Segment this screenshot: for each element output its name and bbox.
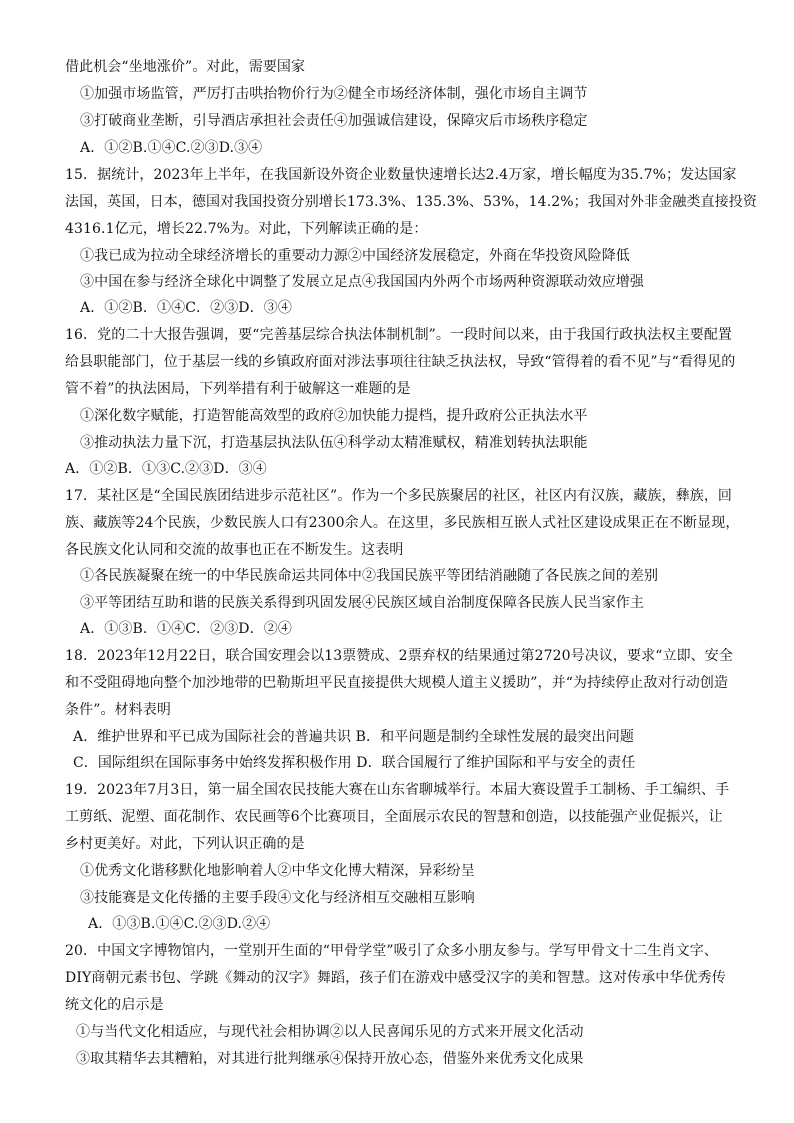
q17-stem-line-3: 各民族文化认同和交流的故事也正在不断发生。这表明 [65, 542, 404, 558]
q19-stem-line-1: 19．2023年7月3日，第一届全国农民技能大赛在山东省聊城举行。本届大赛设置手工制杨、手工编织、手 [65, 782, 730, 798]
q19-stem-line-3: 乡村更美好。对此，下列认识正确的是 [65, 836, 305, 852]
q15-stem-line-1: 15．据统计，2023年上半年，在我国新设外资企业数量快速增长达2.4万家，增长幅度为35.7%；发达国家 [65, 167, 737, 183]
q17-answer-choices: A．①③B．①④C．②③D．②④ [80, 621, 292, 637]
q15-stem-line-2: 法国，英国，日本，德国对我国投资分别增长173.3%、135.3%、53%，14.2%；我国对外非金融类直接投资 [65, 194, 757, 210]
q16-answer-choices: A．①②B．①③C.②③D．③④ [65, 461, 267, 477]
q18-stem-line-2: 和不受阻碍地向整个加沙地带的巴勒斯坦平民直接提供大规模人道主义援助”，并“为持续停止敌对行动创造 [65, 675, 729, 691]
q16-stem-line-2: 给县职能部门，位于基层一线的乡镇政府面对涉法事项往往缺乏执法权，导致“管得着的看不见”与“看得见的 [65, 354, 736, 370]
q15-answer-choices: A．①②B．①④C．②③D．③④ [80, 300, 292, 316]
q19-stem-line-2: 工剪纸、泥塑、面花制作、农民画等6个比赛项目，全面展示农民的智慧和创造，以技能强产业促振兴，让 [65, 809, 723, 825]
q17-stem-line-2: 族、藏族等24个民族，少数民族人口有2300余人。在这里，多民族相互嵌人式社区建设成果正在不断显现， [65, 515, 740, 531]
q16-options-line-1: ①深化数字赋能，打造智能高效型的政府②加快能力提档，提升政府公正执法水平 [80, 408, 588, 424]
q17-options-line-2: ③平等团结互助和谐的民族关系得到巩固发展④民族区域自治制度保障各民族人民当家作主 [80, 595, 644, 611]
q18-stem-line-1: 18．2023年12月22日，联合国安理会以13票赞成、2票弃权的结果通过第2720号决议，要求“立即、安全 [65, 648, 733, 664]
q20-stem-line-2: DIY商朝元素书包、学跳《舞动的汉字》舞蹈，孩子们在游戏中感受汉字的美和智慧。这对传承中华优秀传 [65, 970, 726, 986]
q14-stem-end: 借此机会“坐地涨价”。对此，需要国家 [65, 59, 306, 75]
q16-options-line-2: ③推动执法力量下沉，打造基层执法队伍④科学动太精准赋权，精准划转执法职能 [80, 435, 588, 451]
q20-options-line-2: ③取其精华去其糟粕，对其进行批判继承④保持开放心态，借鉴外来优秀文化成果 [76, 1051, 584, 1067]
q20-stem-line-1: 20．中国文字博物馆内，一堂别开生面的“甲骨学堂”吸引了众多小朋友参与。学写甲骨文十二生肖文字、 [65, 943, 718, 959]
q15-stem-line-3: 4316.1亿元，增长22.7%为。对此，下列解读正确的是： [65, 221, 428, 237]
q18-options-line-2: C．国际组织在国际事务中始终发挥积极作用 D．联合国履行了维护国际和平与安全的责任 [73, 755, 636, 771]
q19-options-line-2: ③技能赛是文化传播的主要手段④文化与经济相互交融相互影响 [80, 890, 475, 906]
q14-options-line-1: ①加强市场监管，严厉打击哄抬物价行为②健全市场经济体制，强化市场自主调节 [80, 86, 588, 102]
q14-options-line-2: ③打破商业垄断，引导酒店承担社会责任④加强诚信建设，保障灾后市场秩序稳定 [80, 113, 588, 129]
q17-options-line-1: ①各民族凝聚在统一的中华民族命运共同体中②我国民族平等团结消融随了各民族之间的差别 [80, 568, 659, 584]
q15-options-line-2: ③中国在参与经济全球化中调整了发展立足点④我国国内外两个市场两种资源联动效应增强 [80, 274, 644, 290]
q15-options-line-1: ①我已成为拉动全球经济增长的重要动力源②中国经济发展稳定，外商在华投资风险降低 [80, 248, 630, 264]
q18-options-line-1: A．维护世界和平已成为国际社会的普遍共识 B．和平问题是制约全球性发展的最突出问题 [73, 729, 634, 745]
q14-answer-choices: A．①②B.①④C.②③D.③④ [80, 140, 263, 156]
q19-answer-choices: A．①③B.①④C.②③D.②④ [88, 916, 271, 932]
q17-stem-line-1: 17．某社区是“全国民族团结进步示范社区”。作为一个多民族聚居的社区，社区内有汉族，藏族，彝族，回 [65, 488, 733, 504]
q18-stem-line-3: 条件”。材料表明 [65, 702, 171, 718]
q16-stem-line-1: 16．党的二十大报告强调，要“完善基层综合执法体制机制”。一段时间以来，由于我国行政执法权主要配置 [65, 327, 733, 343]
q20-stem-line-3: 统文化的启示是 [65, 997, 164, 1013]
q20-options-line-1: ①与当代文化相适应，与现代社会相协调②以人民喜闻乐见的方式来开展文化活动 [76, 1024, 584, 1040]
q16-stem-line-3: 管不着”的执法困局，下列举措有利于破解这一难题的是 [65, 381, 411, 397]
q19-options-line-1: ①优秀文化谐移默化地影响着人②中华文化博大精深，异彩纷呈 [80, 863, 475, 879]
